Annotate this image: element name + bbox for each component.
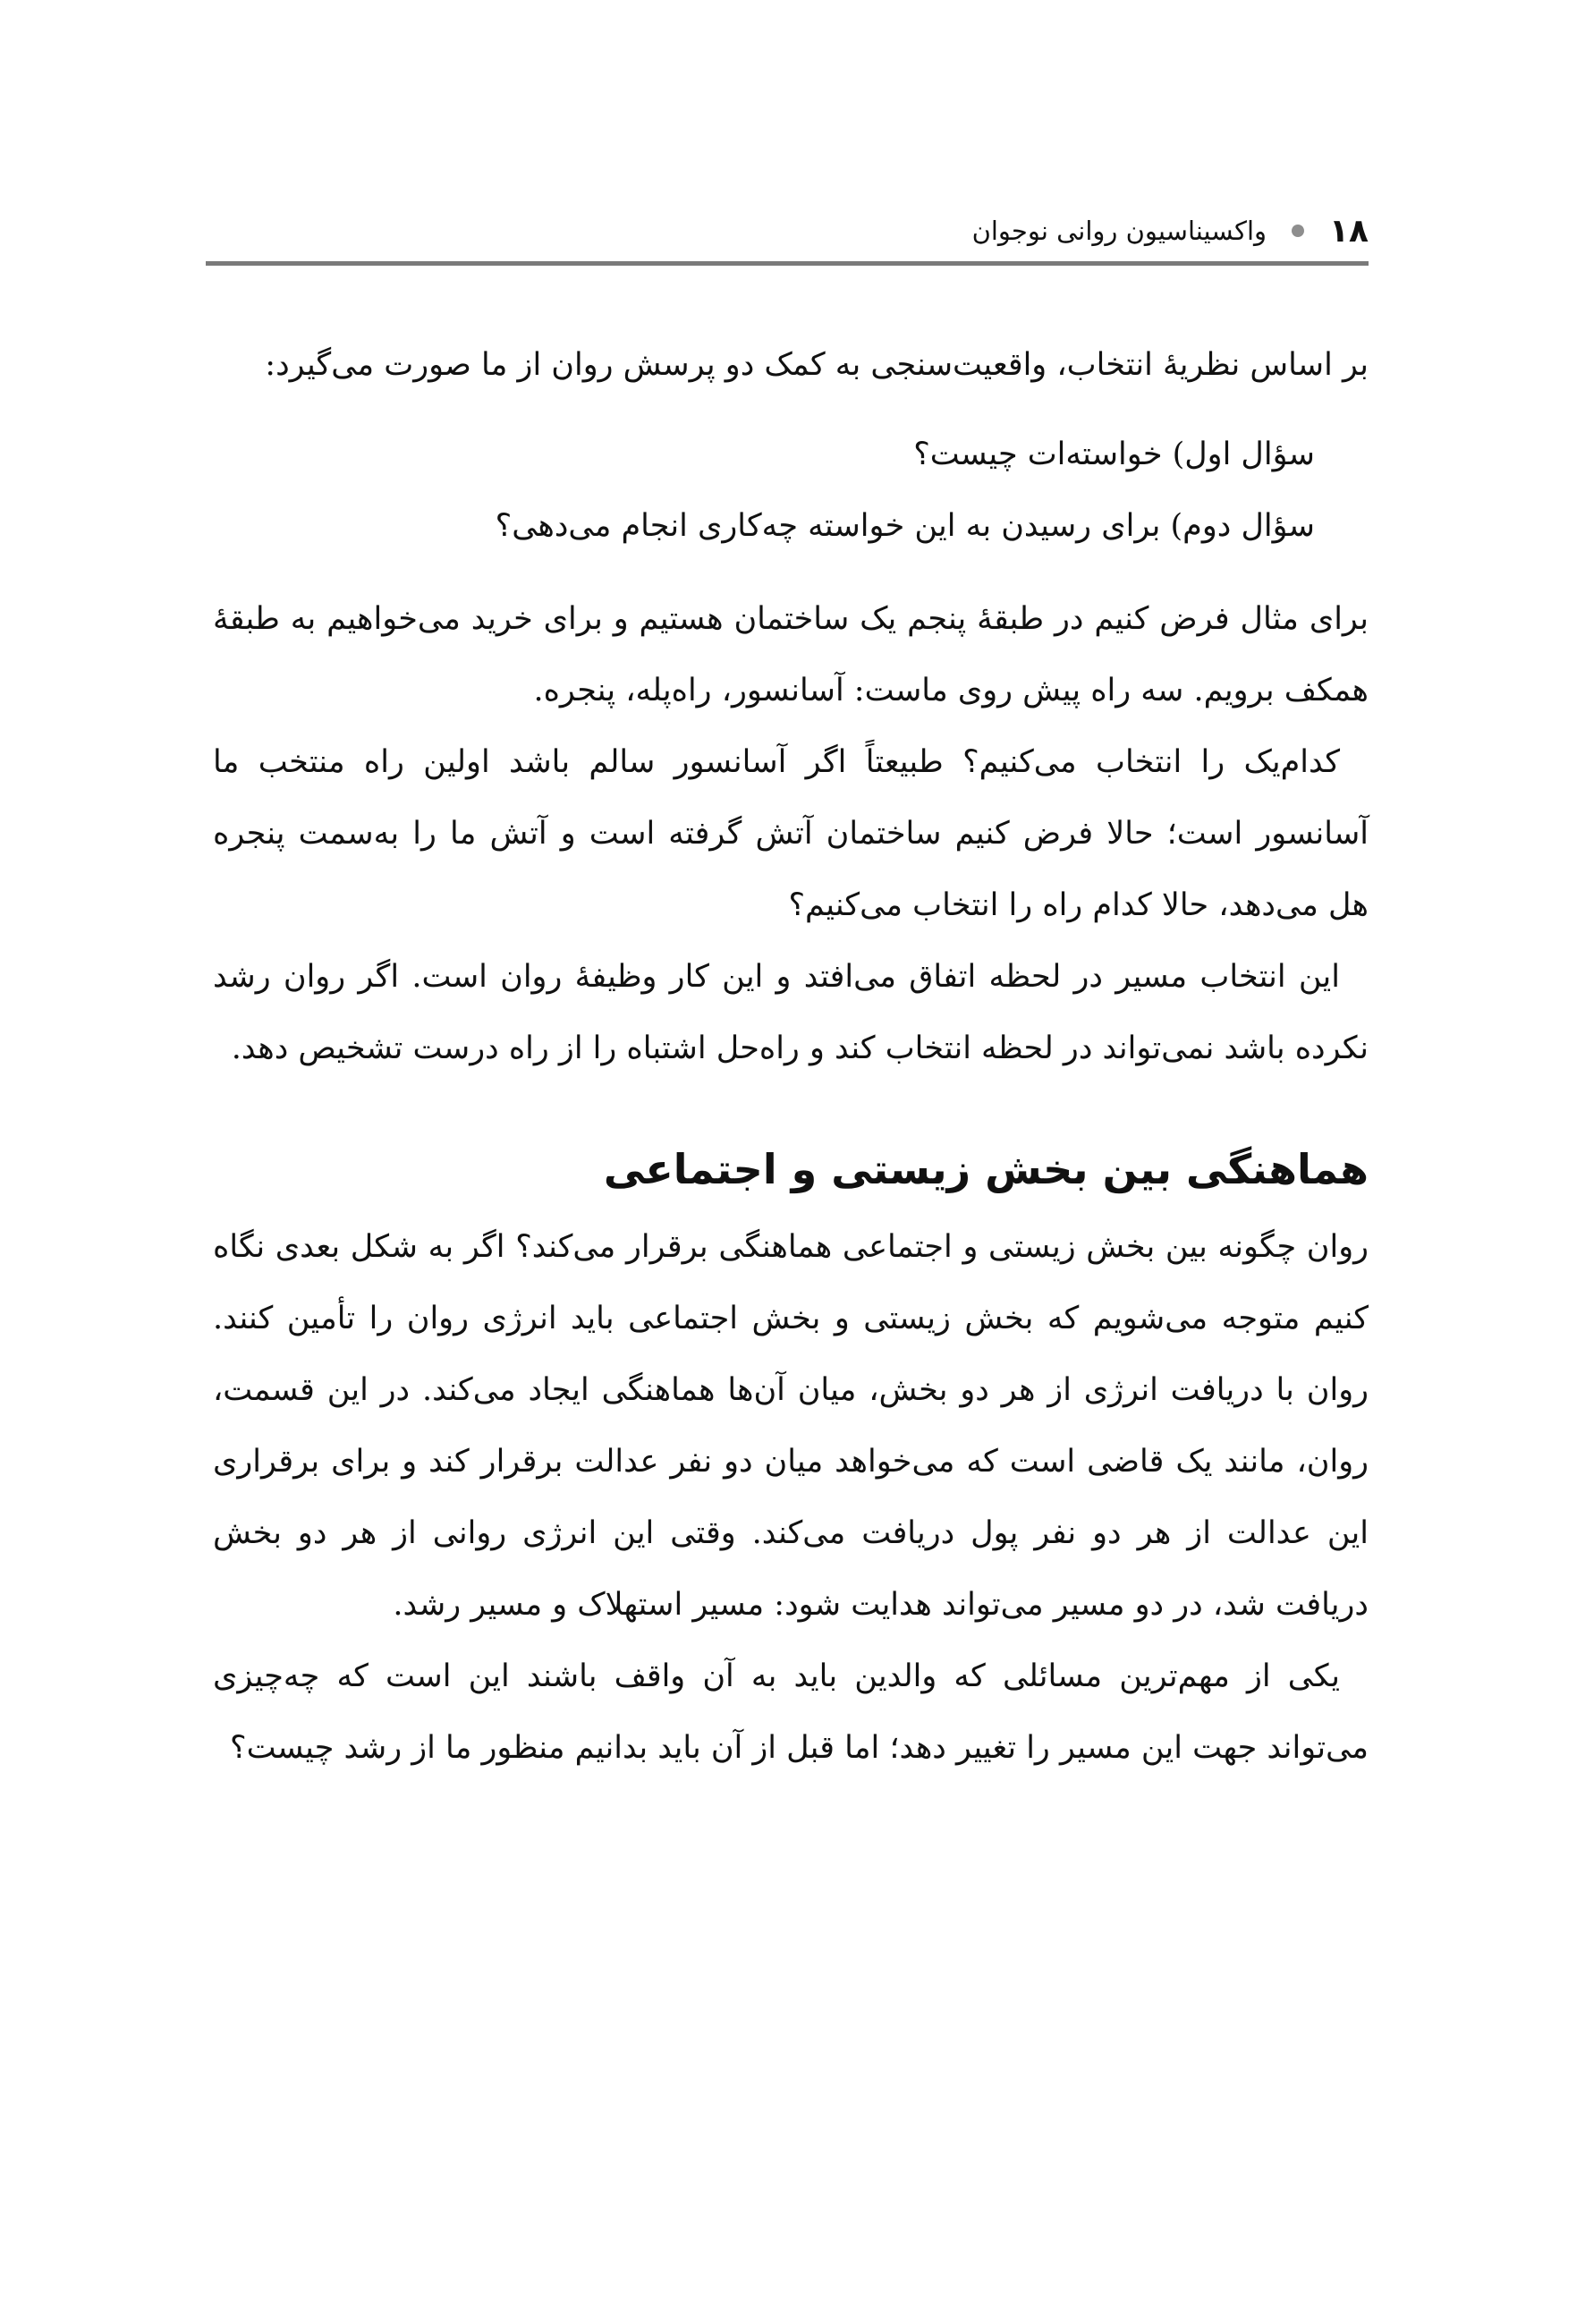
question-2: سؤال دوم) برای رسیدن به این خواسته چه‌کاری انجام می‌دهی؟ <box>495 508 1315 544</box>
page-body <box>213 329 1369 1784</box>
header-rule <box>206 261 1369 266</box>
paragraph-harmony: روان چگونه بین بخش زیستی و اجتماعی هماهنگی برقرار می‌کند؟ اگر به شکل بعدی نگاه کنیم متوجه می‌شویم که بخش زیستی و بخش اجتماعی باید انرژی روان را تأمین کنند. روان با دریافت انرژی از هر دو بخش، میان آن‌ها هماهنگی ایجاد می‌کند. در این قسمت، روان، مانند یک قاضی است که می‌خواهد میان دو نفر عدالت برقرار کند و برای برقراری این عدالت از هر دو نفر پول دریافت می‌کند. وقتی این انرژی روانی از هر دو بخش دریافت شد، در دو مسیر می‌تواند هدایت شود: مسیر استهلاک و مسیر رشد. <box>213 1229 1369 1623</box>
page-number: ۱۸ <box>1329 212 1369 250</box>
question-1: سؤال اول) خواسته‌ات چیست؟ <box>913 437 1315 472</box>
paragraph-choice: کدام‌یک را انتخاب می‌کنیم؟ طبیعتاً اگر آسانسور سالم باشد اولین راه منتخب ما آسانسور است؛ حالا فرض کنیم ساختمان آتش گرفته است و آتش ما را به‌سمت پنجره هل می‌دهد، حالا کدام راه را انتخاب می‌کنیم؟ <box>213 744 1369 923</box>
paragraph-growth: یکی از مهم‌ترین مسائلی که والدین باید به آن واقف باشند این است که چه‌چیزی می‌تواند جهت این مسیر را تغییر دهد؛ اما قبل از آن باید بدانیم منظور ما از رشد چیست؟ <box>213 1658 1369 1766</box>
running-title: واکسیناسیون روانی نوجوان <box>971 216 1267 246</box>
paragraph-example: برای مثال فرض کنیم در طبقهٔ پنجم یک ساختمان هستیم و برای خرید می‌خواهیم به طبقهٔ همکف برویم. سه راه پیش روی ماست: آسانسور، راه‌پله، پنجره. <box>213 601 1369 708</box>
paragraph-path: این انتخاب مسیر در لحظه اتفاق می‌افتد و این کار وظیفهٔ روان است. اگر روان رشد نکرده باشد نمی‌تواند در لحظه انتخاب کند و راه‌حل اشتباه را از راه درست تشخیص دهد. <box>213 959 1369 1066</box>
intro-paragraph: بر اساس نظریهٔ انتخاب، واقعیت‌سنجی به کمک دو پرسش روان از ما صورت می‌گیرد: <box>265 347 1369 383</box>
page-header <box>206 204 1369 258</box>
section-heading: هماهنگی بین بخش زیستی و اجتماعی <box>603 1145 1369 1193</box>
bullet-separator-icon <box>1292 225 1304 237</box>
